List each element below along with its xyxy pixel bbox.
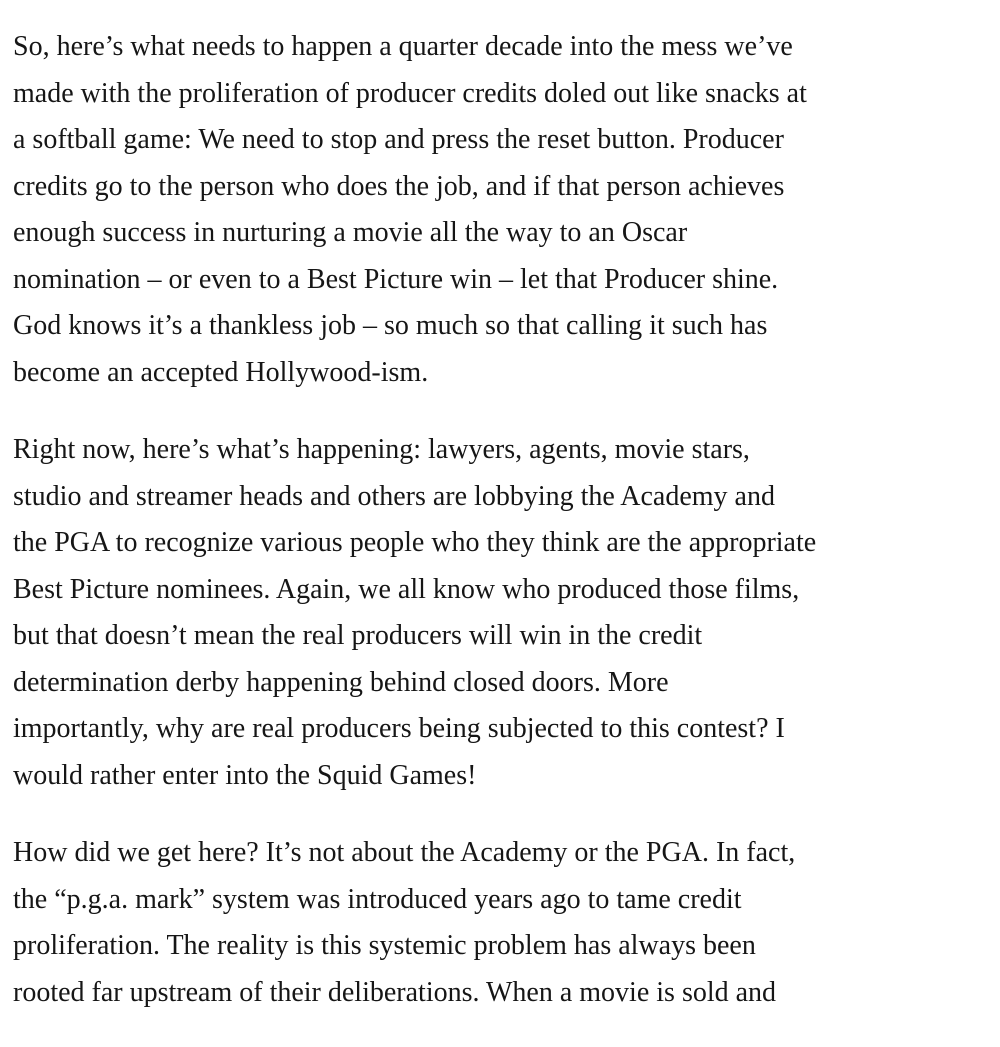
text-line: importantly, why are real producers being subjected to this contest? I bbox=[13, 713, 785, 744]
paragraph-2 bbox=[13, 427, 988, 799]
text-line: enough success in nurturing a movie all the way to an Oscar bbox=[13, 217, 688, 248]
text-line: become an accepted Hollywood-ism. bbox=[13, 356, 429, 388]
text-line: a softball game: We need to stop and press the reset button. Producer bbox=[13, 124, 784, 155]
text-line: but that doesn’t mean the real producers will win in the credit bbox=[13, 620, 703, 651]
text-line: How did we get here? It’s not about the Academy or the PGA. In fact, bbox=[13, 837, 796, 868]
text-line: made with the proliferation of producer credits doled out like snacks at bbox=[13, 77, 807, 109]
text-line: nomination – or even to a Best Picture win – let that Producer shine. bbox=[13, 263, 779, 295]
text-line: the “p.g.a. mark” system was introduced years ago to tame credit bbox=[13, 883, 742, 915]
text-line: studio and streamer heads and others are lobbying the Academy and bbox=[13, 480, 775, 512]
text-line: credits go to the person who does the job, and if that person achieves bbox=[13, 170, 785, 202]
paragraph-3 bbox=[13, 830, 988, 1016]
text-line: So, here’s what needs to happen a quarter decade into the mess we’ve bbox=[13, 31, 793, 62]
text-line: Best Picture nominees. Again, we all know who produced those films, bbox=[13, 573, 800, 605]
text-line: would rather enter into the Squid Games! bbox=[13, 759, 477, 791]
article-body bbox=[13, 24, 988, 1047]
text-line: the PGA to recognize various people who they think are the appropriate bbox=[13, 527, 817, 558]
text-line: Right now, here’s what’s happening: lawyers, agents, movie stars, bbox=[13, 434, 750, 465]
text-line: rooted far upstream of their deliberations. When a movie is sold and bbox=[13, 976, 777, 1008]
text-line: determination derby happening behind closed doors. More bbox=[13, 666, 669, 698]
text-line: God knows it’s a thankless job – so much so that calling it such has bbox=[13, 310, 768, 341]
paragraph-1 bbox=[13, 24, 988, 396]
text-line: proliferation. The reality is this systemic problem has always been bbox=[13, 930, 756, 961]
